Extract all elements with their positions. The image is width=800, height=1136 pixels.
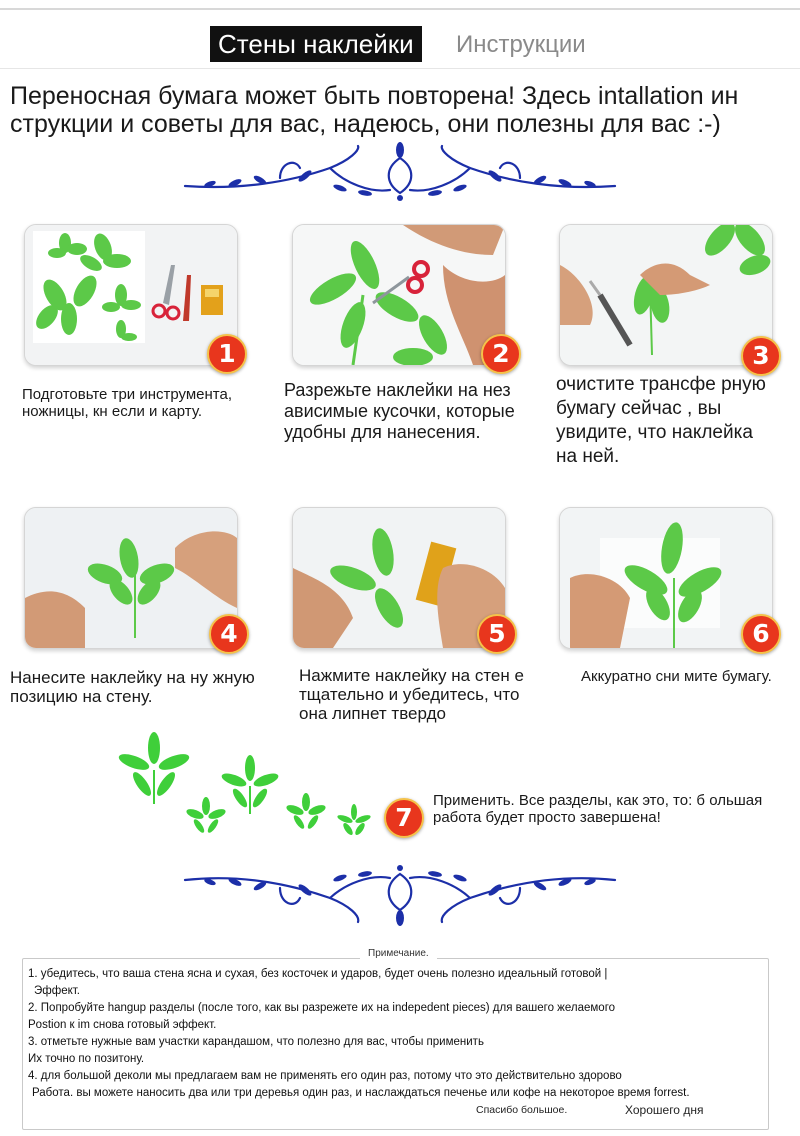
- step-1-badge: 1: [207, 334, 247, 374]
- step-3-badge: 3: [741, 336, 781, 376]
- header-bar: [0, 0, 800, 70]
- step-7-badge: 7: [384, 798, 424, 838]
- step-4-badge: 4: [209, 614, 249, 654]
- header-bottom-divider: [0, 68, 800, 69]
- step-5-badge: 5: [477, 614, 517, 654]
- step-2-badge: 2: [481, 334, 521, 374]
- step-2-photo: [292, 224, 506, 366]
- note-line: Эффект.: [34, 985, 80, 997]
- thanks-text: Спасибо большое.: [476, 1104, 568, 1116]
- bottom-ornament-icon: [180, 854, 620, 930]
- step-2-caption: Разрежьте наклейки на нез ависимые кусочки, которые удобны для нанесения.: [284, 380, 515, 442]
- note-line: 2. Попробуйте hangup разделы (после того, как вы разрежете их на indepedent pieces) для вашего желаемого: [28, 1002, 616, 1014]
- step-7-caption: Применить. Все разделы, как это, то: б ольшая работа будет просто завершена!: [433, 792, 763, 826]
- intro-text: Переносная бумага может быть повторена! Здесь intallation ин струкции и советы для вас, надеюсь, они полезны для вас :-): [10, 82, 739, 138]
- step-1-caption: Подготовьте три инструмента, ножницы, кн если и карту.: [22, 386, 233, 420]
- note-line: Postion к im снова готовый эффект.: [28, 1019, 217, 1031]
- good-day-text: Хорошего дня: [625, 1103, 704, 1117]
- note-line: 3. отметьте нужные вам участки карандашом, что полезно для вас, чтобы применить: [28, 1036, 484, 1048]
- step-3-photo: [559, 224, 773, 366]
- step-6-caption: Аккуратно сни мите бумагу.: [581, 668, 772, 685]
- step-5-photo: [292, 507, 506, 649]
- step-5-caption: Нажмите наклейку на стен е тщательно и убедитесь, что она липнет твердо: [299, 666, 524, 723]
- header-divider: [0, 8, 800, 10]
- step-6-badge: 6: [741, 614, 781, 654]
- note-line: 1. убедитесь, что ваша стена ясна и сухая, без косточек и ударов, будет очень полезно идеальный готовой |: [28, 968, 608, 980]
- step-4-photo: [24, 507, 238, 649]
- note-line: Работа. вы можете наносить два или три деревья один раз, и наслаждаться печенье или кофе на некоторое время forrest.: [32, 1087, 690, 1099]
- leaf-decals-illustration: [110, 730, 390, 850]
- note-line: Их точно по позитону.: [28, 1053, 145, 1065]
- page-subtitle: Инструкции: [456, 31, 586, 58]
- step-1-photo: [24, 224, 238, 366]
- page-title: Стены наклейки: [210, 26, 422, 62]
- step-3-caption: очистите трансфе рную бумагу сейчас , вы увидите, что наклейка на ней.: [556, 374, 766, 467]
- notes-list: [28, 966, 763, 1102]
- note-line: 4. для большой деколи мы предлагаем вам не применять его один раз, потому что это действительно здорово: [28, 1070, 622, 1082]
- notes-title: Примечание.: [360, 948, 437, 959]
- step-4-caption: Нанесите наклейку на ну жную позицию на стену.: [10, 668, 255, 706]
- top-ornament-icon: [180, 138, 620, 208]
